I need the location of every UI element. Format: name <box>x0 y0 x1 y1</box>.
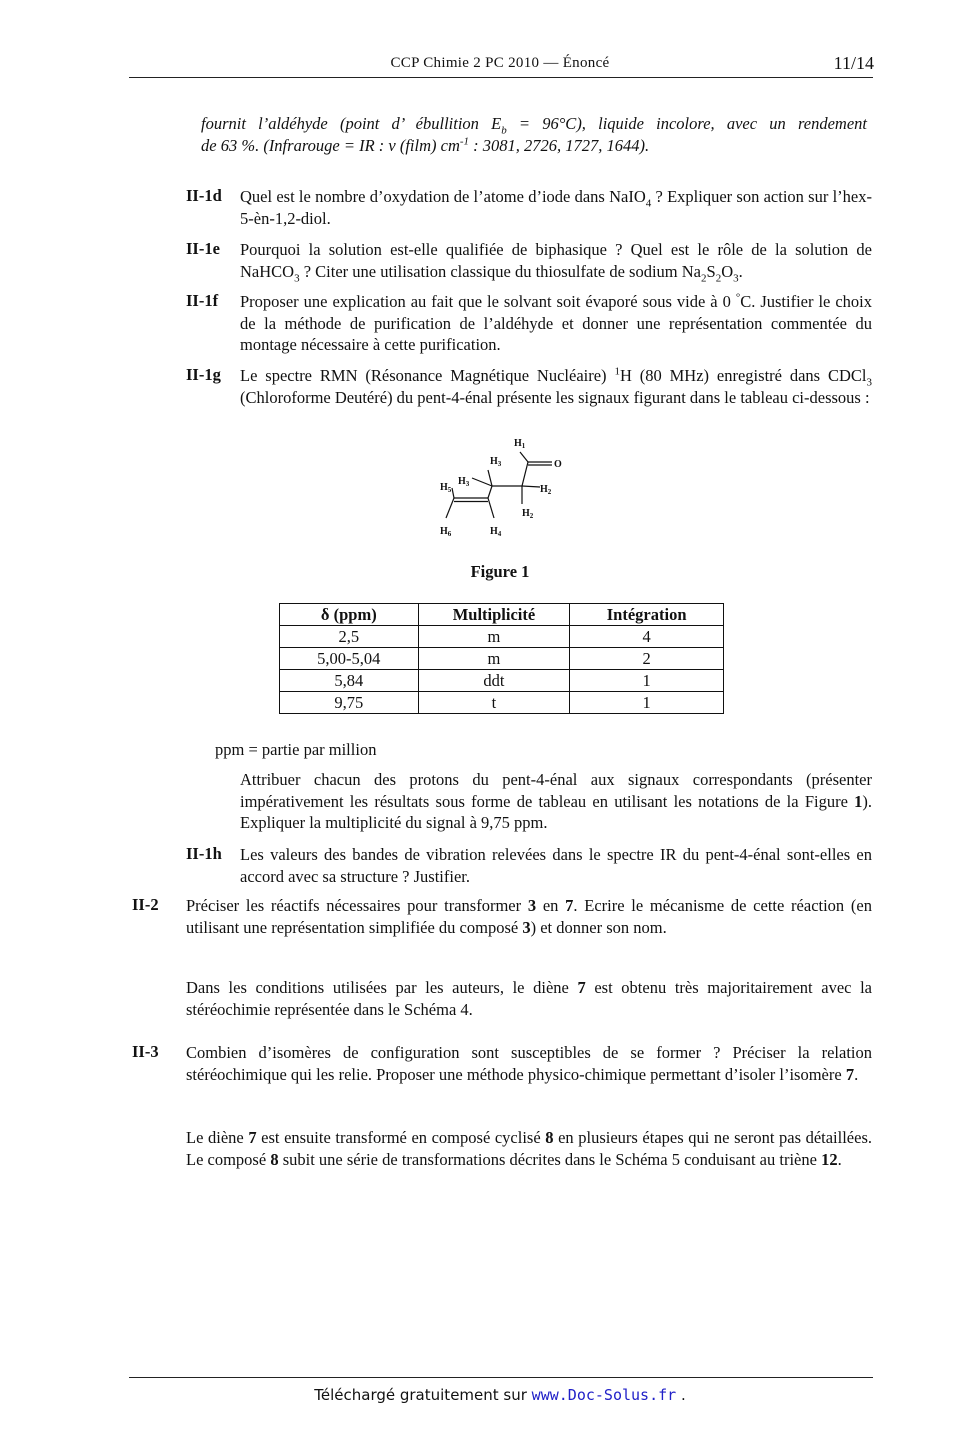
table-cell: 1 <box>570 670 724 692</box>
diene-paragraph: Dans les conditions utilisées par les auteurs, le diène 7 est obtenu très majoritairement avec la stéréochimie représentée dans le Schéma 4. <box>186 978 873 1019</box>
table-row <box>280 648 724 670</box>
bond <box>488 486 492 498</box>
label-H2b: $H_2$ <box>522 508 534 520</box>
attribution-paragraph: Attribuer chacun des protons du pent-4-énal aux signaux correspondants (présenter impérativement les résultats sous forme de tableau en utilisant les notations de la Figure 1). Expliquer la multiplicité du signal à 9,75 ppm. <box>240 770 872 832</box>
intro-paragraph: fournit l’aldéhyde (point d’ ébullition $E_b = 96^\circ C$), liquide incolore, avec un rendement de 63 %. (Infrarouge = IR : ν (film) $cm^{-1}$ : 3081, 2726, 1727, 1644). <box>201 114 867 155</box>
question-II-1h: Les valeurs des bandes de vibration relevées dans le spectre IR du pent-4-énal sont-elles en accord avec sa structure ? Justifier. <box>240 845 872 886</box>
table-cell: m <box>418 648 570 670</box>
label-H3a: $H_3$ <box>490 456 502 468</box>
table-cell: 5,00-5,04 <box>280 648 419 670</box>
question-label-II-2: II-2 <box>132 895 159 914</box>
bond <box>522 462 528 486</box>
table-cell: 2,5 <box>280 626 419 648</box>
bond <box>488 470 492 486</box>
question-II-3: Combien d’isomères de configuration sont susceptibles de se former ? Préciser la relation stéréochimique qui les relie. Proposer une méthode physico-chimique permettant d’isoler l’isomère 7. <box>186 1043 872 1084</box>
question-label-II-1h: II-1h <box>186 844 222 863</box>
question-label-II-1g: II-1g <box>186 365 221 384</box>
label-H4: $H_4$ <box>490 526 502 538</box>
bond <box>446 498 454 518</box>
table-row <box>280 626 724 648</box>
table-cell: m <box>418 626 570 648</box>
ppm-note: ppm = partie par million <box>215 740 377 759</box>
question-II-2: Préciser les réactifs nécessaires pour transformer 3 en 7. Ecrire le mécanisme de cette réaction (en utilisant une représentation simplifiée du composé 3) et donner son nom. <box>186 896 872 937</box>
col-header-multiplicite: Multiplicité <box>418 604 570 626</box>
question-II-1g: Le spectre RMN (Résonance Magnétique Nucléaire) $^1$H (80 MHz) enregistré dans CDCl$_3$ (Chloroforme Deutéré) du pent-4-énal présente les signaux figurant dans le tableau ci-dessous : <box>240 365 872 407</box>
page-number: 11/14 <box>833 53 874 73</box>
label-H3b: $H_3$ <box>458 476 470 488</box>
label-H2a: $H_2$ <box>540 484 552 496</box>
table-cell: t <box>418 692 570 714</box>
table-header-row <box>280 604 724 626</box>
label-H5: $H_5$ <box>440 482 452 494</box>
nmr-table <box>279 603 724 714</box>
table-cell: 9,75 <box>280 692 419 714</box>
label-H6: $H_6$ <box>440 526 452 538</box>
question-II-1d: Quel est le nombre d’oxydation de l’atome d’iode dans NaIO$_4$ ? Expliquer son action sur l’hex-5-èn-1,2-diol. <box>240 187 872 228</box>
col-header-integration: Intégration <box>570 604 724 626</box>
label-H1: $H_1$ <box>514 438 526 450</box>
table-cell: ddt <box>418 670 570 692</box>
table-cell: 5,84 <box>280 670 419 692</box>
table-row <box>280 670 724 692</box>
question-label-II-1e: II-1e <box>186 239 220 258</box>
question-II-1f: Proposer une explication au fait que le solvant soit évaporé sous vide à 0 °C. Justifier le choix de la méthode de purification de l’aldéhyde et donner une représentation commentée du montage nécessaire à cette purification. <box>240 291 873 354</box>
bond <box>520 452 528 462</box>
footer-text: Téléchargé gratuitement sur <box>314 1386 532 1404</box>
header-rule <box>129 77 873 78</box>
label-O: O <box>554 459 562 470</box>
question-label-II-3: II-3 <box>132 1042 159 1061</box>
final-paragraph: Le diène 7 est ensuite transformé en composé cyclisé 8 en plusieurs étapes qui ne seront pas détaillées. Le composé 8 subit une série de transformations décrites dans le Schéma 5 conduisant au triène 12. <box>186 1128 873 1169</box>
question-label-II-1f: II-1f <box>186 291 219 310</box>
table-cell: 4 <box>570 626 724 648</box>
footer: Téléchargé gratuitement sur www.Doc-Solus.fr . <box>314 1386 686 1404</box>
footer-rule <box>129 1377 873 1378</box>
question-label-II-1d: II-1d <box>186 186 222 205</box>
bond <box>522 486 540 487</box>
question-II-1e: Pourquoi la solution est-elle qualifiée de biphasique ? Quel est le rôle de la solution de NaHCO$_3$ ? Citer une utilisation classique du thiosulfate de sodium $Na_2S_2O_3$. <box>240 240 872 284</box>
bond <box>488 498 494 518</box>
table-cell: 1 <box>570 692 724 714</box>
pent-4-enal-structure <box>432 432 582 542</box>
figure-caption: Figure 1 <box>470 562 530 581</box>
bond <box>472 478 492 486</box>
table-row <box>280 692 724 714</box>
doc-solus-link[interactable]: www.Doc-Solus.fr <box>531 1386 677 1404</box>
bond <box>452 488 454 498</box>
header-title: CCP Chimie 2 PC 2010 — Énoncé <box>390 55 610 71</box>
table-cell: 2 <box>570 648 724 670</box>
col-header-delta: δ (ppm) <box>280 604 419 626</box>
